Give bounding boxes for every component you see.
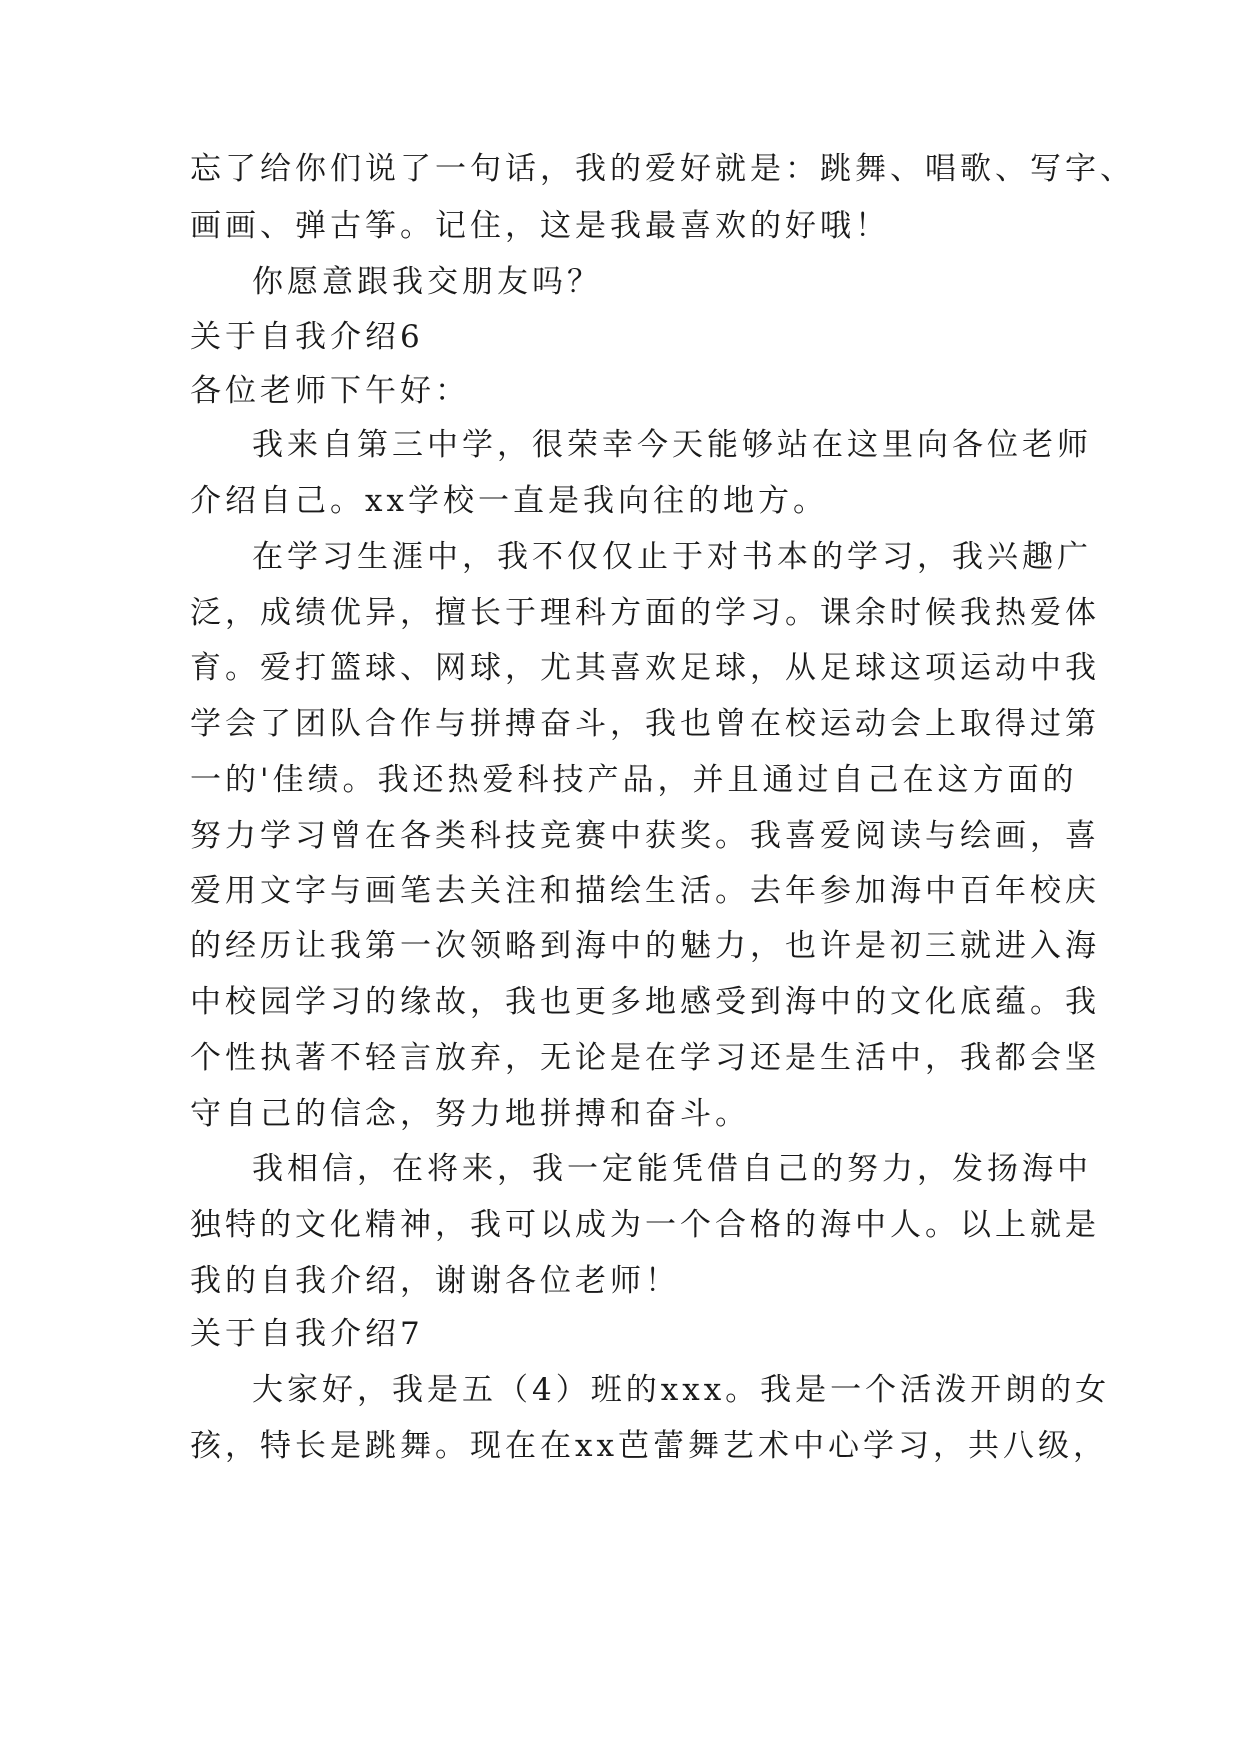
paragraph-line: 我来自第三中学，很荣幸今天能够站在这里向各位老师: [252, 427, 1092, 463]
paragraph-line: 你愿意跟我交朋友吗？: [252, 264, 602, 300]
paragraph-line: 孩，特长是跳舞。现在在xx芭蕾舞艺术中心学习，共八级，: [190, 1428, 1108, 1464]
paragraph-line: 大家好，我是五（4）班的xxx。我是一个活泼开朗的女: [252, 1372, 1111, 1408]
paragraph-line: 我的自我介绍，谢谢各位老师！: [190, 1263, 680, 1299]
paragraph-line: 努力学习曾在各类科技竞赛中获奖。我喜爱阅读与绘画，喜: [190, 818, 1100, 854]
paragraph-line: 介绍自己。xx学校一直是我向往的地方。: [190, 483, 828, 519]
paragraph-line: 泛，成绩优异，擅长于理科方面的学习。课余时候我热爱体: [190, 595, 1100, 631]
section-heading: 关于自我介绍7: [190, 1316, 424, 1352]
paragraph-line: 爱用文字与画笔去关注和描绘生活。去年参加海中百年校庆: [190, 873, 1100, 909]
paragraph-line: 一的'佳绩。我还热爱科技产品，并且通过自己在这方面的: [190, 762, 1078, 798]
section-heading: 关于自我介绍6: [190, 319, 424, 355]
paragraph-line: 个性执著不轻言放弃，无论是在学习还是生活中，我都会坚: [190, 1040, 1100, 1076]
paragraph-line: 学会了团队合作与拼搏奋斗，我也曾在校运动会上取得过第: [190, 706, 1100, 742]
paragraph-line: 的经历让我第一次领略到海中的魅力，也许是初三就进入海: [190, 928, 1100, 964]
paragraph-line: 在学习生涯中，我不仅仅止于对书本的学习，我兴趣广: [252, 539, 1092, 575]
paragraph-line: 育。爱打篮球、网球，尤其喜欢足球，从足球这项运动中我: [190, 650, 1100, 686]
paragraph-line: 中校园学习的缘故，我也更多地感受到海中的文化底蕴。我: [190, 984, 1100, 1020]
paragraph-line: 守自己的信念，努力地拼搏和奋斗。: [190, 1096, 750, 1132]
paragraph-line: 画画、弹古筝。记住，这是我最喜欢的好哦！: [190, 208, 890, 244]
paragraph-line: 我相信，在将来，我一定能凭借自己的努力，发扬海中: [252, 1151, 1092, 1187]
paragraph-line: 忘了给你们说了一句话，我的爱好就是：跳舞、唱歌、写字、: [190, 151, 1135, 187]
greeting-line: 各位老师下午好：: [190, 373, 470, 409]
paragraph-line: 独特的文化精神，我可以成为一个合格的海中人。以上就是: [190, 1207, 1100, 1243]
